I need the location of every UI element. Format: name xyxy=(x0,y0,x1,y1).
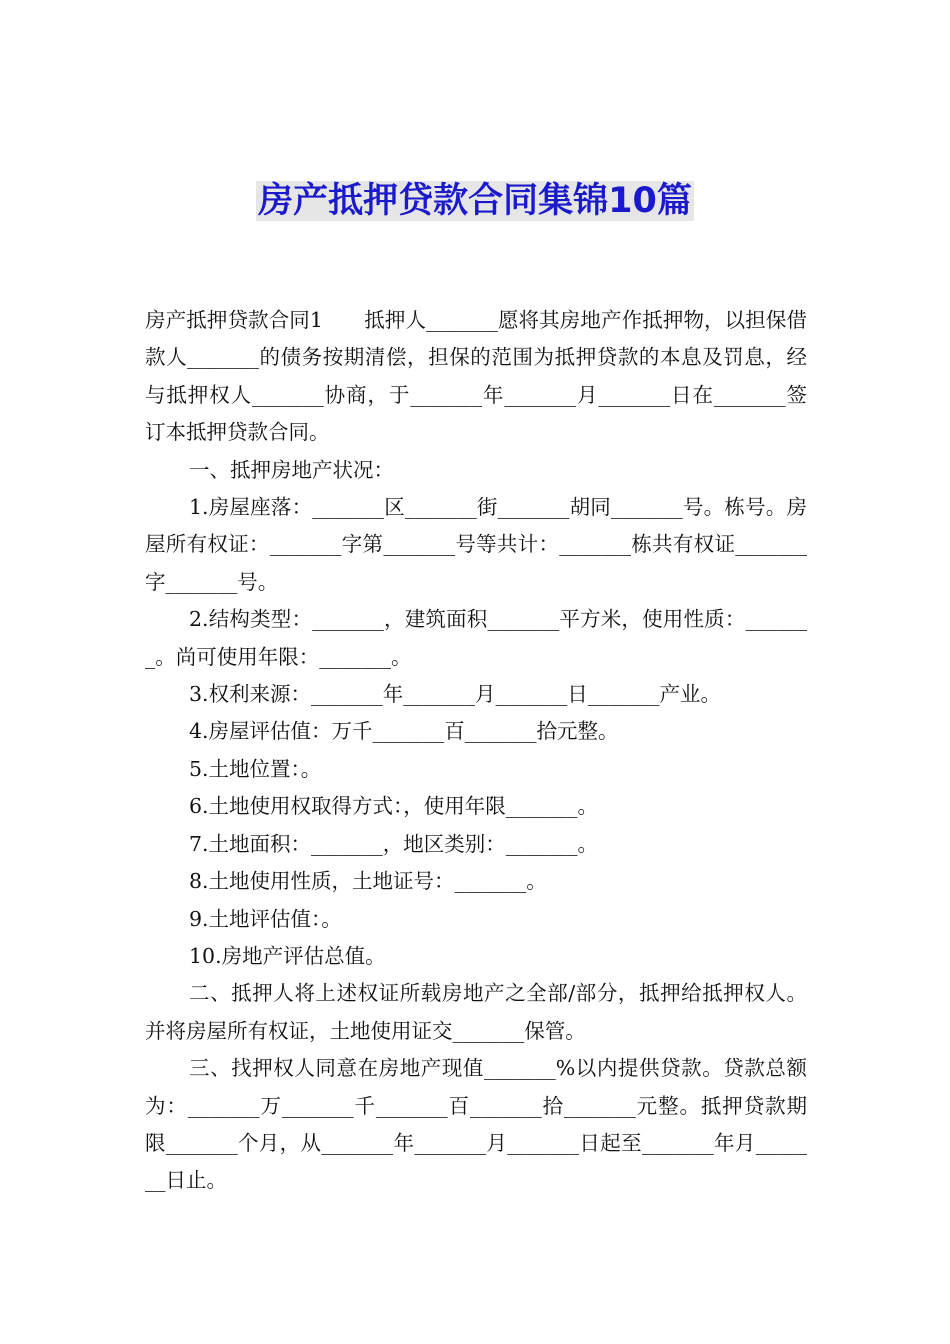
paragraph-section-3: 三、找押权人同意在房地产现值_______%以内提供贷款。贷款总额为：_______万_______千_______百_______拾_______元整。抵押贷款期限_______个月，从_______年_______月_______日起至_______年月_______日止。 xyxy=(145,1056,807,1193)
document-title xyxy=(0,174,950,228)
paragraph-item-7: 7.土地面积：_______，地区类别：_______。 xyxy=(189,831,599,856)
paragraph-item-8: 8.土地使用性质，土地证号：_______。 xyxy=(189,869,547,894)
document-body xyxy=(145,302,807,1200)
paragraph-intro: 房产抵押贷款合同1 抵押人_______愿将其房地产作抵押物，以担保借款人_______的债务按期清偿，担保的范围为抵押贷款的本息及罚息，经与抵押权人_______协商，于_______年_______月_______日在_______签订本抵押贷款合同。 xyxy=(145,308,807,445)
paragraph-section-1-heading: 一、抵押房地产状况： xyxy=(189,457,394,482)
paragraph-item-1: 1.房屋座落：_______区_______街_______胡同_______号。栋号。房屋所有权证：_______字第_______号等共计：_______栋共有权证_______字_______号。 xyxy=(145,495,807,594)
paragraph-item-3: 3.权利来源：_______年_______月_______日_______产业。 xyxy=(189,682,722,707)
paragraph-section-2: 二、抵押人将上述权证所载房地产之全部/部分，抵押给抵押权人。并将房屋所有权证，土地使用证交_______保管。 xyxy=(145,981,807,1043)
paragraph-item-6: 6.土地使用权取得方式：，使用年限_______。 xyxy=(189,794,599,819)
paragraph-item-5: 5.土地位置：。 xyxy=(189,756,322,781)
paragraph-item-4: 4.房屋评估值：万千_______百_______拾元整。 xyxy=(189,719,619,744)
paragraph-item-9: 9.土地评估值：。 xyxy=(189,906,342,931)
paragraph-item-2: 2.结构类型：_______，建筑面积_______平方米，使用性质：_______。尚可使用年限：_______。 xyxy=(145,607,807,669)
document-title-text: 房产抵押贷款合同集锦10篇 xyxy=(258,181,692,221)
paragraph-item-10: 10.房地产评估总值。 xyxy=(189,943,386,968)
